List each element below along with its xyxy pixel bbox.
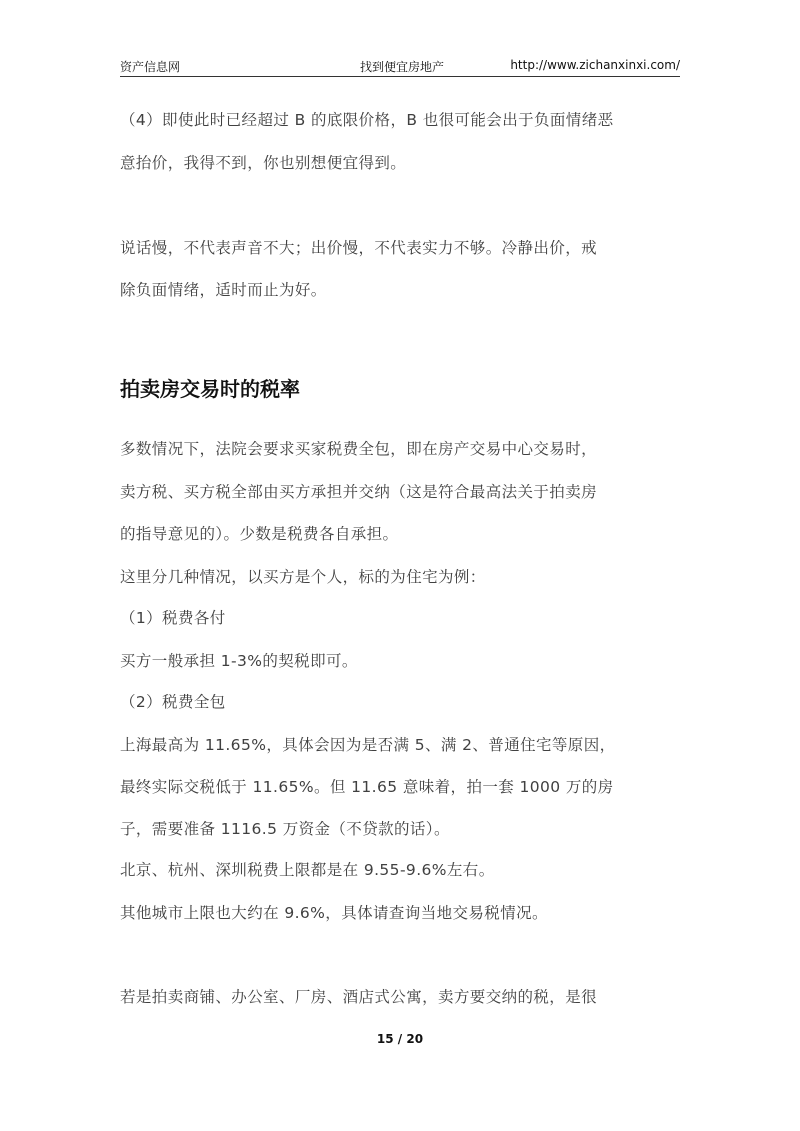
page-header	[120, 56, 680, 77]
paragraph-line: 若是拍卖商铺、办公室、厂房、酒店式公寓，卖方要交纳的税，是很	[120, 988, 598, 1006]
paragraph-line: 说话慢，不代表声音不大；出价慢，不代表实力不够。冷静出价，戒	[120, 239, 598, 257]
paragraph-line: 的指导意见的）。少数是税费各自承担。	[120, 525, 399, 543]
header-site-name: 资产信息网	[120, 60, 181, 74]
header-slogan: 找到便宜房地产	[360, 60, 445, 74]
section-title: 拍卖房交易时的税率	[120, 377, 300, 401]
paragraph-line: 卖方税、买方税全部由买方承担并交纳（这是符合最高法关于拍卖房	[120, 483, 598, 501]
page-number: 15 / 20	[376, 1032, 424, 1046]
paragraph-line: 最终实际交税低于 11.65%。但 11.65 意味着，拍一套 1000 万的房	[120, 778, 614, 796]
paragraph-line: 多数情况下，法院会要求买家税费全包，即在房产交易中心交易时，	[120, 440, 598, 458]
paragraph-line: 子，需要准备 1116.5 万资金（不贷款的话）。	[120, 820, 450, 838]
paragraph-line: 上海最高为 11.65%，具体会因为是否满 5、满 2、普通住宅等原因，	[120, 736, 616, 754]
paragraph-line: 这里分几种情况，以买方是个人，标的为住宅为例：	[120, 568, 486, 586]
list-item-heading: （2）税费全包	[120, 693, 226, 711]
paragraph-line: 买方一般承担 1-3%的契税即可。	[120, 652, 358, 670]
paragraph-line: 其他城市上限也大约在 9.6%，具体请查询当地交易税情况。	[120, 904, 548, 922]
paragraph-line: 意抬价，我得不到，你也别想便宜得到。	[120, 154, 407, 172]
paragraph-line: （4）即使此时已经超过 B 的底限价格，B 也很可能会出于负面情绪恶	[120, 111, 614, 129]
paragraph-line: 北京、杭州、深圳税费上限都是在 9.55-9.6%左右。	[120, 861, 495, 879]
paragraph-line: 除负面情绪，适时而止为好。	[120, 281, 327, 299]
header-url: http://www.zichanxinxi.com/	[510, 58, 680, 72]
list-item-heading: （1）税费各付	[120, 609, 226, 627]
